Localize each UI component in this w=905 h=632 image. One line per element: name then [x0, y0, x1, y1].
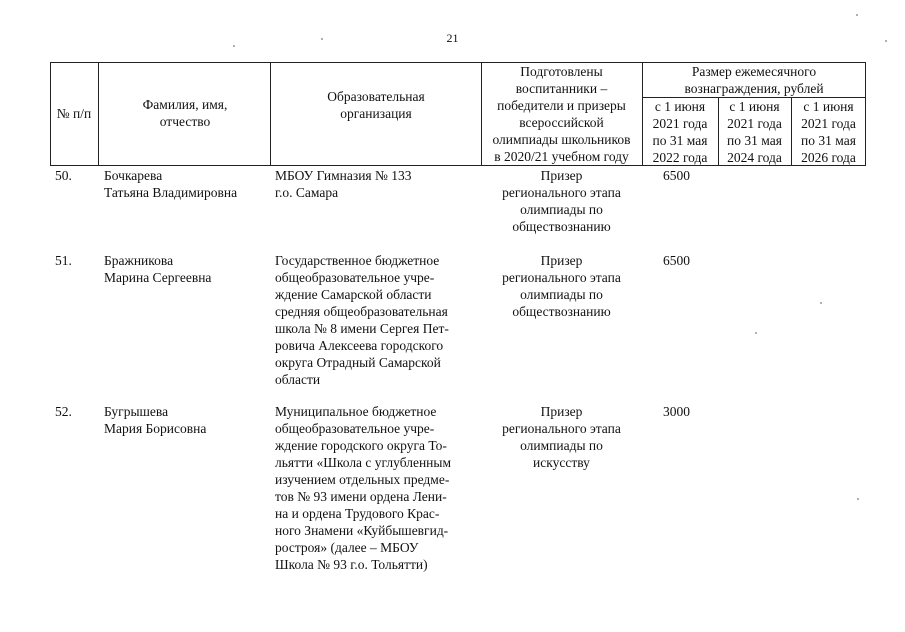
row-amount: 3000 [663, 404, 690, 419]
row-org: МБОУ Гимназия № 133 г.о. Самара [275, 168, 412, 200]
header-period-1: с 1 июня 2021 года по 31 мая 2022 года [652, 99, 708, 165]
row-name: Бугрышева Мария Борисовна [104, 404, 207, 436]
row-amount: 6500 [663, 168, 690, 183]
scan-speck [755, 332, 757, 334]
row-num: 50. [55, 168, 72, 183]
header-divider [98, 62, 99, 166]
scan-speck [856, 14, 858, 16]
row-num: 52. [55, 404, 72, 419]
row-org: Государственное бюджетное общеобразовательное учре- ждение Самарской области средняя общеобразовательная школа № 8 имени Сергея Пет- ровича Алексеева городского округа Отрадный Самарской области [275, 253, 449, 387]
header-divider [270, 62, 271, 166]
header-prepared: Подготовлены воспитанники – победители и призеры всероссийской олимпиады школьников в 2020/21 учебном году [492, 64, 631, 164]
header-num: № п/п [56, 106, 92, 121]
row-name: Бочкарева Татьяна Владимировна [104, 168, 238, 200]
row-prepared: Призер регионального этапа олимпиады по искусству [502, 404, 621, 470]
scan-speck [233, 45, 235, 47]
scan-speck [820, 302, 822, 304]
header-period-3: с 1 июня 2021 года по 31 мая 2026 года [801, 99, 856, 165]
row-prepared: Призер регионального этапа олимпиады по обществознанию [502, 253, 621, 319]
scan-speck [321, 38, 323, 40]
row-name: Бражникова Марина Сергеевна [104, 253, 212, 285]
scan-speck [857, 498, 859, 500]
row-prepared: Призер регионального этапа олимпиады по обществознанию [502, 168, 621, 234]
header-reward: Размер ежемесячного вознаграждения, рублей [684, 64, 824, 96]
header-org: Образовательная организация [327, 89, 425, 121]
scan-speck [885, 40, 887, 42]
page-number: 21 [446, 31, 459, 45]
header-name: Фамилия, имя, отчество [142, 97, 228, 129]
row-org: Муниципальное бюджетное общеобразовательное учре- ждение городского округа То- льятти «Школа с углубленным изучением отдельных предме- тов № 93 имени ордена Лени- на и ордена Трудового Крас- ного Знамени «Куйбышевгид- ростроя» (далее – МБОУ Школа № 93 г.о. Тольятти) [275, 404, 452, 572]
header-period-2: с 1 июня 2021 года по 31 мая 2024 года [727, 99, 782, 165]
row-amount: 6500 [663, 253, 690, 268]
row-num: 51. [55, 253, 72, 268]
